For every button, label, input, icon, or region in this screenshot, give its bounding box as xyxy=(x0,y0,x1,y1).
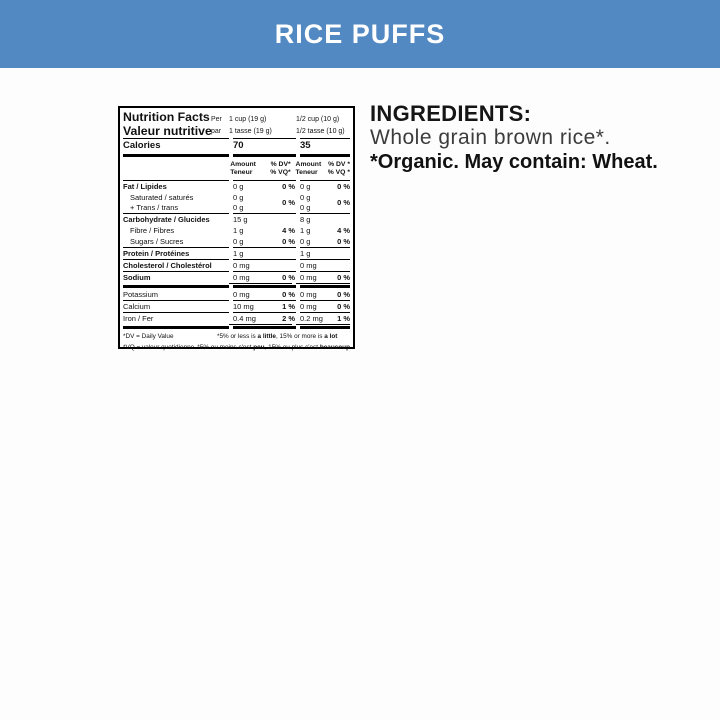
nutrient-row-saturated-trans: Saturated / saturés + Trans / trans 0 g 0 g 0 % 0 g 0 g 0 % xyxy=(130,192,350,212)
serving1-en: 1 cup (19 g) xyxy=(229,116,267,123)
divider-thick xyxy=(123,285,350,288)
col1-amount-header: Amount Teneur xyxy=(230,160,256,176)
col2-dv-header: % DV * % VQ * xyxy=(327,160,350,176)
footnote-vq-fr: *VQ = valeur quotidienne xyxy=(123,343,195,351)
ingredients-section xyxy=(370,101,658,174)
footnote-note-en: *5% or less is a little, 15% or more is a lot xyxy=(217,332,338,340)
nutrition-title-en: Nutrition Facts xyxy=(123,110,210,124)
divider-columns xyxy=(123,324,350,325)
nutrient-row-sodium: Sodium 0 mg 0 % 0 mg 0 % xyxy=(123,272,350,282)
calories-value-serving1: 70 xyxy=(233,140,244,151)
nutrition-title-fr: Valeur nutritive xyxy=(123,123,212,138)
serving1-fr: 1 tasse (19 g) xyxy=(229,127,272,135)
calories-value-serving2: 35 xyxy=(300,140,311,151)
ingredients-heading: INGREDIENTS: xyxy=(370,101,532,126)
nutrition-label-header xyxy=(123,111,350,138)
ingredients-list: Whole grain brown rice*. xyxy=(370,126,611,149)
divider-columns xyxy=(123,283,350,284)
per-label-en: Per xyxy=(211,116,222,123)
page-title: RICE PUFFS xyxy=(274,18,446,49)
per-label-fr: par xyxy=(211,127,222,135)
col1-dv-header: % DV* % VQ* xyxy=(270,160,291,176)
nutrient-row-cholesterol: Cholesterol / Cholestérol 0 mg 0 mg xyxy=(123,260,317,270)
footnote-row-dv xyxy=(123,330,350,341)
header-bar xyxy=(0,0,720,68)
footnote-note-fr: *5% ou moins c'est peu, 15% ou plus c'est beaucoup xyxy=(197,343,350,351)
serving-size-column-1 xyxy=(229,111,296,138)
footnote-dv-en: *DV = Daily Value xyxy=(123,332,174,340)
divider-thick xyxy=(123,326,350,329)
calories-row xyxy=(123,139,350,153)
serving-size-column-2 xyxy=(296,111,350,138)
nutrient-row-fat: Fat / Lipides 0 g 0 % 0 g 0 % xyxy=(123,181,350,191)
col2-amount-header: Amount Teneur xyxy=(295,160,322,176)
serving2-fr: 1/2 tasse (10 g) xyxy=(296,127,345,135)
nutrition-facts-label xyxy=(118,106,355,349)
nutrient-row-potassium: Potassium 0 mg 0 % 0 mg 0 % xyxy=(123,289,350,299)
nutrient-row-carbohydrate: Carbohydrate / Glucides 15 g 8 g xyxy=(123,214,311,224)
divider-thick xyxy=(123,154,350,157)
nutrient-row-sugars: Sugars / Sucres 0 g 0 % 0 g 0 % xyxy=(130,236,350,246)
ingredients-allergen-note: *Organic. May contain: Wheat. xyxy=(370,151,658,173)
per-labels xyxy=(211,111,229,138)
nutrient-row-calcium: Calcium 10 mg 1 % 0 mg 0 % xyxy=(123,301,350,311)
footnote-row-vq xyxy=(123,341,350,352)
calories-label: Calories xyxy=(123,140,161,151)
nutrient-row-fibre: Fibre / Fibres 1 g 4 % 1 g 4 % xyxy=(130,225,350,235)
column-headers xyxy=(123,158,350,180)
nutrient-row-iron: Iron / Fer 0.4 mg 2 % 0.2 mg 1 % xyxy=(123,313,350,323)
nutrition-label-title xyxy=(123,111,211,138)
nutrient-row-protein: Protein / Protéines 1 g 1 g xyxy=(123,248,311,258)
serving2-en: 1/2 cup (10 g) xyxy=(296,116,340,123)
